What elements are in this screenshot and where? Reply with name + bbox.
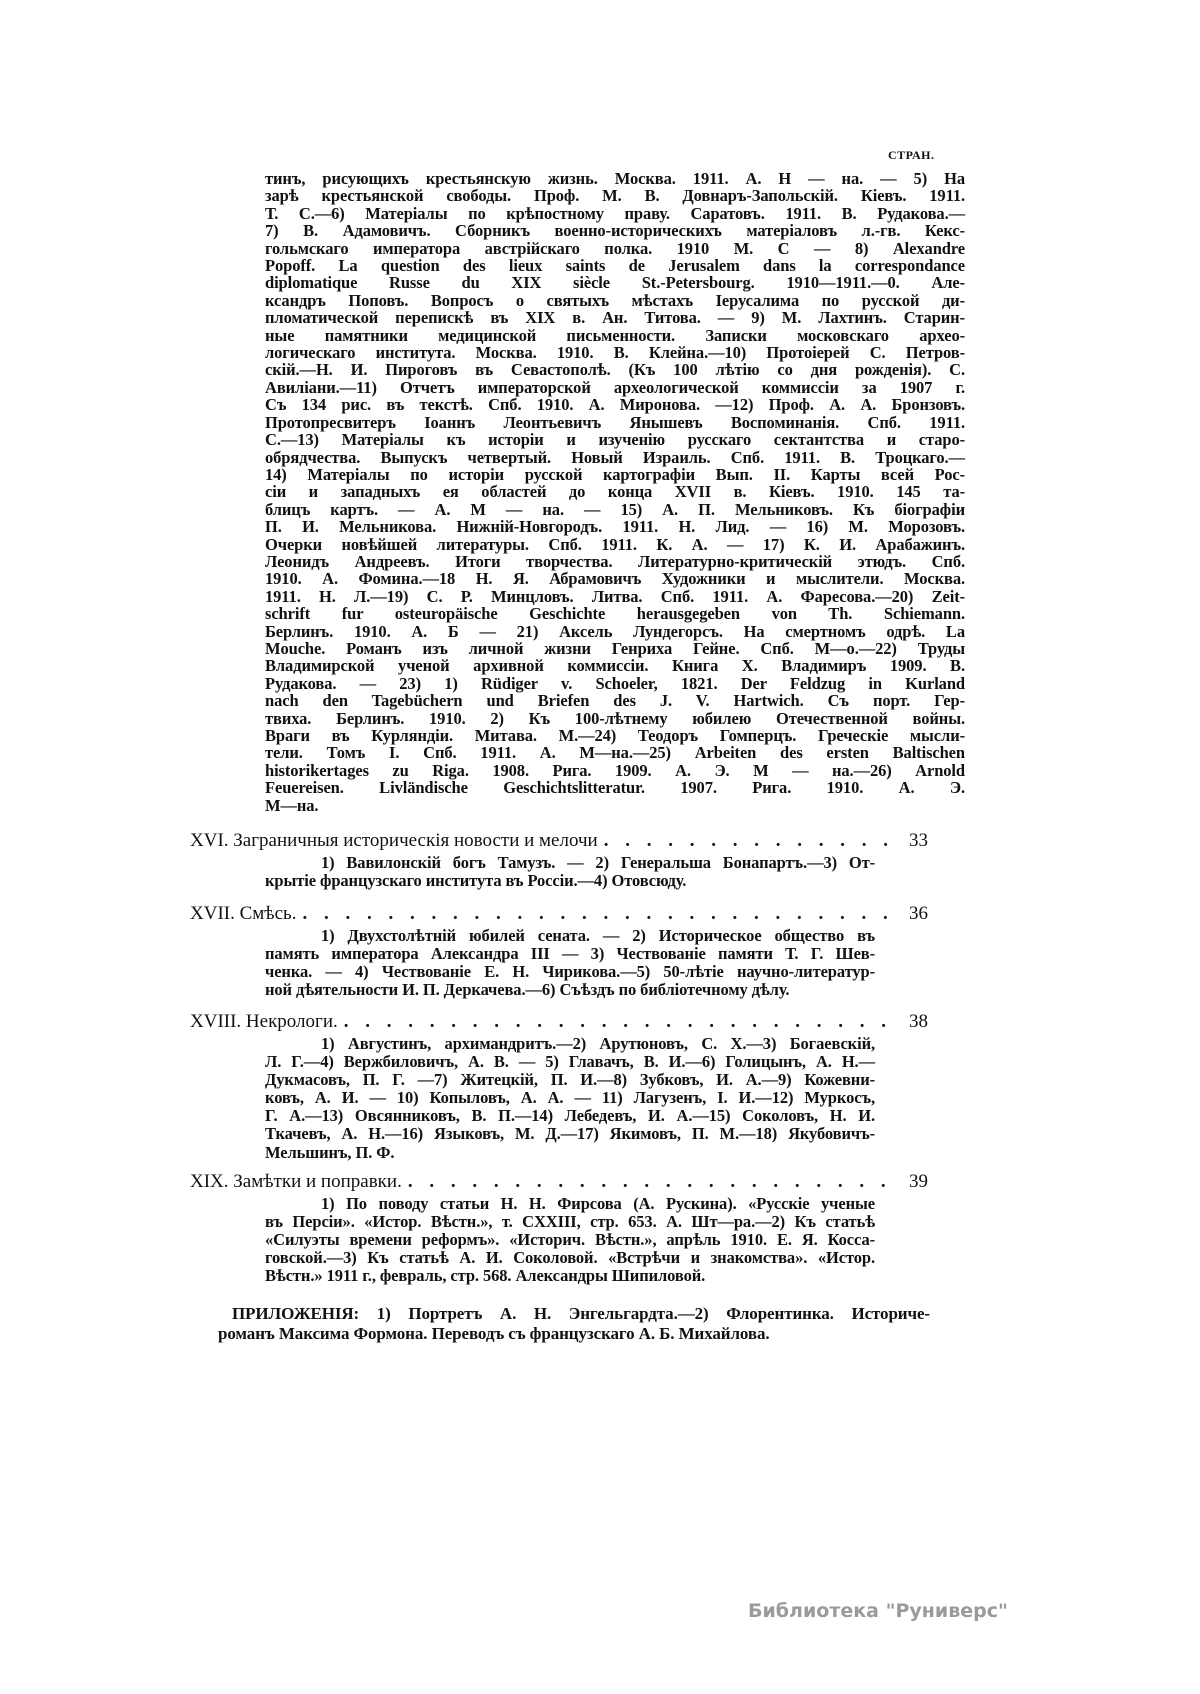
text-line: diplomatique Russe du XIX siècle St.-Petersbourg. 1910—1911.—0. Але-	[265, 273, 965, 293]
appendix-line: романъ Максима Формона. Переводъ съ французскаго А. Б. Михайлова.	[218, 1324, 770, 1343]
appendix-line	[218, 1304, 930, 1324]
text-line: Съ 134 рис. въ текстѣ. Спб. 1910. А. Миронова. —12) Проф. А. А. Бронзовъ.	[265, 395, 965, 415]
text-line: въ Персіи». «Истор. Вѣстн.», т. CXXIII, стр. 653. А. Шт—ра.—2) Къ статьѣ	[265, 1212, 875, 1232]
text-line: 1) Августинъ, архимандритъ.—2) Арутюновъ, С. Х.—3) Богаевскій,	[321, 1034, 875, 1053]
text-line: 1) По поводу статьи Н. Н. Фирсова (А. Рускина). «Русскіе ученые	[321, 1194, 875, 1213]
text-line: nach den Tagebüchern und Briefen des J. V. Hartwich. Съ порт. Гер-	[265, 691, 965, 711]
text-line: ченка. — 4) Чествованіе Е. Н. Чирикова.—5) 50-лѣтіе научно-литератур-	[265, 962, 875, 982]
text-line: Mouche. Романъ изъ личной жизни Генриха Гейне. Спб. М—о.—22) Труды	[265, 638, 965, 658]
text-line: С.—13) Матеріалы къ исторіи и изученію русскаго сектантства и старо-	[265, 430, 965, 450]
text-line: 1) Вавилонскій богъ Тамузъ. — 2) Генеральша Бонапартъ.—3) От-	[321, 853, 875, 872]
text-line: обрядчества. Выпускъ четвертый. Новый Израиль. Спб. 1911. В. Троцкаго.—	[265, 447, 965, 467]
section-heading	[190, 903, 928, 925]
text-line: зарѣ крестьянской свободы. Проф. М. В. Довнаръ-Запольскій. Кіевъ. 1911.	[265, 186, 965, 206]
text-line: Ткачевъ, А. Н.—16) Языковъ, М. Д.—17) Якимовъ, П. М.—18) Якубовичъ-	[265, 1124, 875, 1144]
section-page-number: 33	[909, 830, 928, 851]
dot-leader	[302, 903, 896, 925]
text-line: скій.—Н. И. Пироговъ въ Севастополѣ. (Къ 100 лѣтію со дня рожденія). С.	[265, 360, 965, 380]
text-line: говской.—3) Къ статьѣ А. И. Соколовой. «Встрѣчи и знакомства». «Истор.	[265, 1248, 875, 1268]
text-line: Дукмасовъ, П. Г. —7) Житецкій, П. И.—8) Зубковъ, И. А.—9) Кожевни-	[265, 1070, 875, 1090]
text-line: гольмскаго императора австрійскаго полка. 1910 М. С — 8) Alexandre	[265, 238, 965, 258]
text-line: ной дѣятельности И. П. Деркачева.—6) Съѣздъ по библіотечному дѣлу.	[265, 980, 790, 1000]
text-line: Владимирской ученой архивной коммиссіи. Книга X. Владимиръ 1909. В.	[265, 656, 965, 676]
text-line: ные памятники медицинской письменности. Записки московскаго архео-	[265, 325, 965, 345]
text-line: ковъ, А. И. — 10) Копыловъ, А. А. — 11) Лагузенъ, І. И.—12) Муркосъ,	[265, 1088, 875, 1108]
section-heading	[190, 830, 928, 852]
text-line: твиха. Берлинъ. 1910. 2) Къ 100-лѣтнему юбилею Отечественной войны.	[265, 708, 965, 728]
section-title: XVIII. Некрологи.	[190, 1011, 338, 1032]
text-line: Мельшинъ, П. Ф.	[265, 1142, 395, 1162]
dot-leader	[604, 830, 896, 852]
section-title: XVI. Заграничныя историческія новости и мелочи	[190, 830, 598, 851]
text-line: П. И. Мельникова. Нижній-Новгородъ. 1911. Н. Лид. — 16) М. Морозовъ.	[265, 517, 965, 537]
text-line: Берлинъ. 1910. А. Б — 21) Аксель Лундегорсъ. На смертномъ одрѣ. La	[265, 621, 965, 641]
text-line: 1) Двухстолѣтній юбилей сената. — 2) Историческое общество въ	[321, 926, 875, 945]
text-line: Леонидъ Андреевъ. Итоги творчества. Литературно-критическій этюдъ. Спб.	[265, 551, 965, 571]
page-column-label: СТРАН.	[888, 148, 935, 162]
text-line: Popoff. La question des lieux saints de Jerusalem dans la correspondance	[265, 256, 965, 276]
section-title: XVII. Смѣсь.	[190, 903, 297, 924]
text-line: schrift fur osteuropäische Geschichte herausgegeben von Th. Schiemann.	[265, 604, 965, 624]
text-line: Авиліани.—11) Отчетъ императорской археологической коммиссіи за 1907 г.	[265, 377, 965, 397]
appendix-text: 1) Портретъ А. Н. Энгельгардта.—2) Флорентинка. Историче-	[376, 1304, 930, 1323]
section-contents	[265, 1035, 875, 1162]
text-line: тинъ, рисующихъ крестьянскую жизнь. Москва. 1911. А. Н — на. — 5) На	[265, 169, 965, 188]
text-line: Feuereisen. Livländische Geschichtslitteratur. 1907. Рига. 1910. А. Э.	[265, 778, 965, 798]
text-line: сіи и западныхъ ея областей до конца XVII в. Кіевъ. 1910. 145 та-	[265, 482, 965, 502]
text-line: М—на.	[265, 795, 319, 815]
text-line: Г. А.—13) Овсянниковъ, В. П.—14) Лебедевъ, И. А.—15) Соколовъ, Н. И.	[265, 1106, 875, 1126]
appendix	[218, 1304, 930, 1344]
section-page-number: 38	[909, 1011, 928, 1032]
appendix-label: ПРИЛОЖЕНІЯ:	[232, 1304, 360, 1323]
text-line: память императора Александра III — 3) Чествованіе памяти Т. Г. Шев-	[265, 944, 875, 964]
text-line: 1910. А. Фомина.—18 Н. Я. Абрамовичъ Художники и мыслители. Москва.	[265, 569, 965, 589]
text-line: Протопресвитеръ Іоаннъ Леонтьевичъ Янышевъ Воспоминанія. Спб. 1911.	[265, 412, 965, 432]
text-line: 14) Матеріалы по исторіи русской картографіи Вып. II. Карты всей Рос-	[265, 464, 965, 484]
text-line: крытіе французскаго института въ Россіи.—4) Отовсюду.	[265, 871, 687, 891]
intro-paragraph	[265, 170, 965, 814]
text-line: 1911. Н. Л.—19) С. Р. Минцловъ. Литва. Спб. 1911. А. Фаресова.—20) Zeit-	[265, 586, 965, 606]
text-line: логическаго института. Москва. 1910. В. Клейна.—10) Протоіерей С. Петров-	[265, 343, 965, 363]
text-line: 7) В. Адамовичъ. Сборникъ военно-историческихъ матеріаловъ л.-гв. Кекс-	[265, 221, 965, 241]
text-line: Рудакова. — 23) 1) Rüdiger v. Schoeler, 1821. Der Feldzug in Kurland	[265, 673, 965, 693]
section-contents	[265, 1195, 875, 1285]
text-line: тели. Томъ I. Спб. 1911. А. М—на.—25) Arbeiten des ersten Baltischen	[265, 743, 965, 763]
section-heading	[190, 1171, 928, 1193]
library-watermark: Библиотека "Руниверс"	[748, 1600, 1008, 1622]
text-line: Враги въ Курляндіи. Митава. М.—24) Теодоръ Гомперцъ. Греческіе мысли-	[265, 726, 965, 745]
section-heading	[190, 1011, 928, 1033]
section-contents	[265, 854, 875, 890]
text-line: Очерки новѣйшей литературы. Спб. 1911. К. А. — 17) К. И. Арабажинъ.	[265, 534, 965, 554]
text-line: Т. С.—6) Матеріалы по крѣпостному праву. Саратовъ. 1911. В. Рудакова.—	[265, 203, 965, 223]
section-page-number: 36	[909, 903, 928, 924]
dot-leader	[344, 1011, 896, 1033]
text-line: пломатической перепискѣ въ XIX в. Ан. Титова. — 9) М. Лахтинъ. Старин-	[265, 308, 965, 328]
text-line: Вѣстн.» 1911 г., февраль, стр. 568. Александры Шипиловой.	[265, 1266, 706, 1286]
text-line: historikertages zu Riga. 1908. Рига. 1909. А. Э. М — на.—26) Arnold	[265, 760, 965, 780]
section-title: XIX. Замѣтки и поправки.	[190, 1171, 402, 1192]
section-page-number: 39	[909, 1171, 928, 1192]
dot-leader	[408, 1171, 896, 1193]
text-line: «Силуэты времени реформъ». «Историч. Вѣстн.», апрѣль 1910. Е. Я. Косса-	[265, 1230, 875, 1250]
section-contents	[265, 927, 875, 999]
text-line: ксандръ Поповъ. Вопросъ о святыхъ мѣстахъ Іерусалима по русской ди-	[265, 290, 965, 310]
text-line: Л. Г.—4) Вержбиловичъ, А. В. — 5) Главачъ, В. И.—6) Голицынъ, А. Н.—	[265, 1052, 875, 1072]
text-line: блицъ картъ. — А. М — на. — 15) А. П. Мельниковъ. Къ біографіи	[265, 499, 965, 519]
